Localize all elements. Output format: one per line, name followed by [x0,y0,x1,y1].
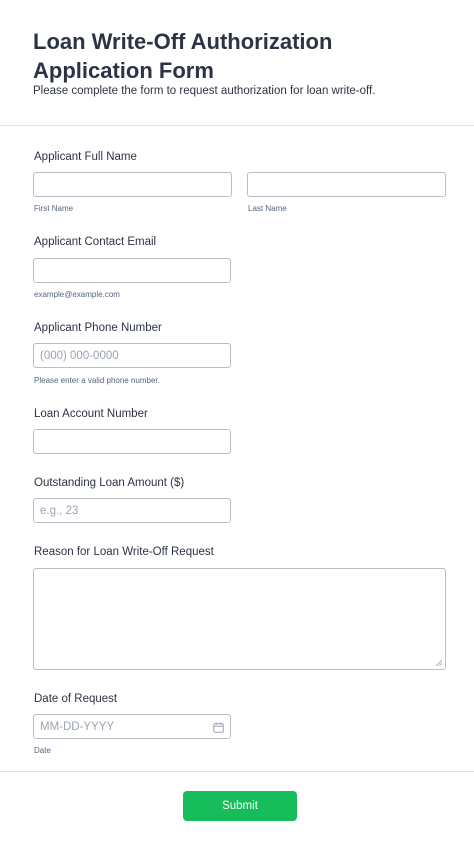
date-label: Date of Request [34,693,118,705]
phone-input[interactable] [34,344,230,367]
amount-label: Outstanding Loan Amount ($) [34,477,185,489]
calendar-icon[interactable] [213,722,224,733]
amount-field[interactable] [33,498,231,523]
first-name-input[interactable] [34,173,231,196]
last-name-input[interactable] [248,173,445,196]
email-field[interactable] [33,258,231,283]
date-input[interactable] [34,715,230,738]
reason-label: Reason for Loan Write-Off Request [34,546,214,558]
page-title: Loan Write-Off Authorization Application Form [33,29,333,83]
email-label: Applicant Contact Email [34,236,157,248]
phone-field[interactable] [33,343,231,368]
first-name-sublabel: First Name [34,204,74,213]
form-header [0,0,474,126]
phone-sublabel: Please enter a valid phone number. [34,376,160,385]
resize-grip-icon[interactable] [436,660,442,666]
full-name-label: Applicant Full Name [34,151,137,163]
amount-input[interactable] [34,499,230,522]
last-name-field[interactable] [247,172,446,197]
submit-button[interactable]: Submit [183,791,297,821]
email-input[interactable] [34,259,230,282]
account-number-input[interactable] [34,430,230,453]
date-field[interactable] [33,714,231,739]
account-number-field[interactable] [33,429,231,454]
date-sublabel: Date [34,746,51,755]
last-name-sublabel: Last Name [248,204,287,213]
reason-field[interactable] [33,568,446,670]
page-subtitle: Please complete the form to request authorization for loan write-off. [33,85,376,97]
email-sublabel: example@example.com [34,290,120,299]
phone-label: Applicant Phone Number [34,322,162,334]
first-name-field[interactable] [33,172,232,197]
account-number-label: Loan Account Number [34,408,148,420]
reason-textarea[interactable] [34,569,445,669]
